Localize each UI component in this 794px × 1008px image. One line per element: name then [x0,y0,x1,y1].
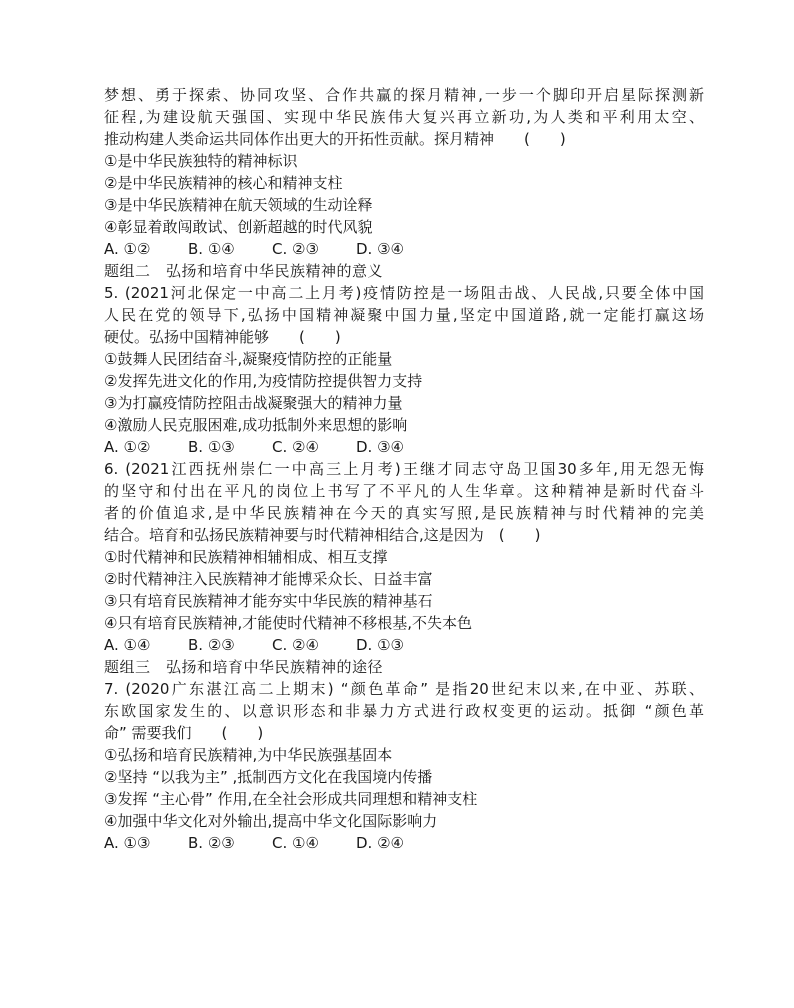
option-d: D. ③④ [356,240,404,258]
statement-item: ①时代精神和民族精神相辅相成、相互支撑 [104,548,388,566]
statement-item: ④只有培育民族精神,才能使时代精神不移根基,不失本色 [104,614,472,632]
question-6 [104,458,704,656]
answer-options [104,832,704,854]
statement-item: ①弘扬和培育民族精神,为中华民族强基固本 [104,746,393,764]
option-c: C. ②④ [272,636,319,654]
option-d: D. ①③ [356,636,404,654]
question-stem-line: 5. (2021河北保定一中高二上月考)疫情防控是一场阻击战、人民战,只要全体中国 [104,284,704,302]
question-stem-line: 6. (2021江西抚州崇仁一中高三上月考)王继才同志守岛卫国30多年,用无怨无悔 [104,460,704,478]
option-b: B. ①④ [188,240,235,258]
option-a: A. ①④ [104,636,151,654]
question-5 [104,282,704,458]
statement-item: ③是中华民族精神在航天领域的生动诠释 [104,196,373,214]
option-c: C. ②③ [272,240,319,258]
statement-item: ①鼓舞人民团结奋斗,凝聚疫情防控的正能量 [104,350,393,368]
group-heading: 题组三 弘扬和培育中华民族精神的途径 [104,658,384,676]
group-heading: 题组二 弘扬和培育中华民族精神的意义 [104,262,384,280]
option-b: B. ①③ [188,438,235,456]
option-a: A. ①② [104,438,151,456]
question-stem-line: 推动构建人类命运共同体作出更大的开拓性贡献。探月精神 ( ) [104,130,566,148]
question-stem-line: 梦想、勇于探索、协同攻坚、合作共赢的探月精神,一步一个脚印开启星际探测新 [104,86,704,104]
question-stem-line: 硬仗。弘扬中国精神能够 ( ) [104,328,341,346]
option-b: B. ②③ [188,834,235,852]
option-d: D. ②④ [356,834,404,852]
answer-options [104,634,704,656]
option-d: D. ③④ [356,438,404,456]
option-a: A. ①③ [104,834,151,852]
statement-item: ④彰显着敢闯敢试、创新超越的时代风貌 [104,218,373,236]
statement-item: ①是中华民族独特的精神标识 [104,152,298,170]
answer-options [104,436,704,458]
document-page [104,84,704,854]
statement-item: ③为打赢疫情防控阻击战凝聚强大的精神力量 [104,394,403,412]
statement-item: ③发挥 “主心骨” 作用,在全社会形成共同理想和精神支柱 [104,790,478,808]
option-b: B. ②③ [188,636,235,654]
question-7 [104,678,704,854]
statement-item: ③只有培育民族精神才能夯实中华民族的精神基石 [104,592,433,610]
question-stem-line: 征程,为建设航天强国、实现中华民族伟大复兴再立新功,为人类和平利用太空、 [104,108,704,126]
option-c: C. ①④ [272,834,319,852]
statement-item: ②时代精神注入民族精神才能博采众长、日益丰富 [104,570,433,588]
question-stem-line: 人民在党的领导下,弘扬中国精神凝聚中国力量,坚定中国道路,就一定能打赢这场 [104,306,704,324]
statement-item: ②是中华民族精神的核心和精神支柱 [104,174,343,192]
option-a: A. ①② [104,240,151,258]
question-stem-line: 7. (2020广东湛江高二上期末) “颜色革命” 是指20世纪末以来,在中亚、苏联、 [104,680,704,698]
question-stem-line: 命” 需要我们 ( ) [104,724,264,742]
question-stem-line: 者的价值追求,是中华民族精神在今天的真实写照,是民族精神与时代精神的完美 [104,504,704,522]
question-4 [104,84,704,260]
question-stem-line: 的坚守和付出在平凡的岗位上书写了不平凡的人生华章。这种精神是新时代奋斗 [104,482,704,500]
statement-item: ②坚持 “以我为主” ,抵制西方文化在我国境内传播 [104,768,433,786]
statement-item: ②发挥先进文化的作用,为疫情防控提供智力支持 [104,372,423,390]
answer-options [104,238,704,260]
question-stem-line: 东欧国家发生的、以意识形态和非暴力方式进行政权变更的运动。抵御 “颜色革 [104,702,704,720]
statement-item: ④加强中华文化对外输出,提高中华文化国际影响力 [104,812,438,830]
option-c: C. ②④ [272,438,319,456]
question-stem-line: 结合。培育和弘扬民族精神要与时代精神相结合,这是因为 ( ) [104,526,541,544]
statement-item: ④激励人民克服困难,成功抵制外来思想的影响 [104,416,408,434]
